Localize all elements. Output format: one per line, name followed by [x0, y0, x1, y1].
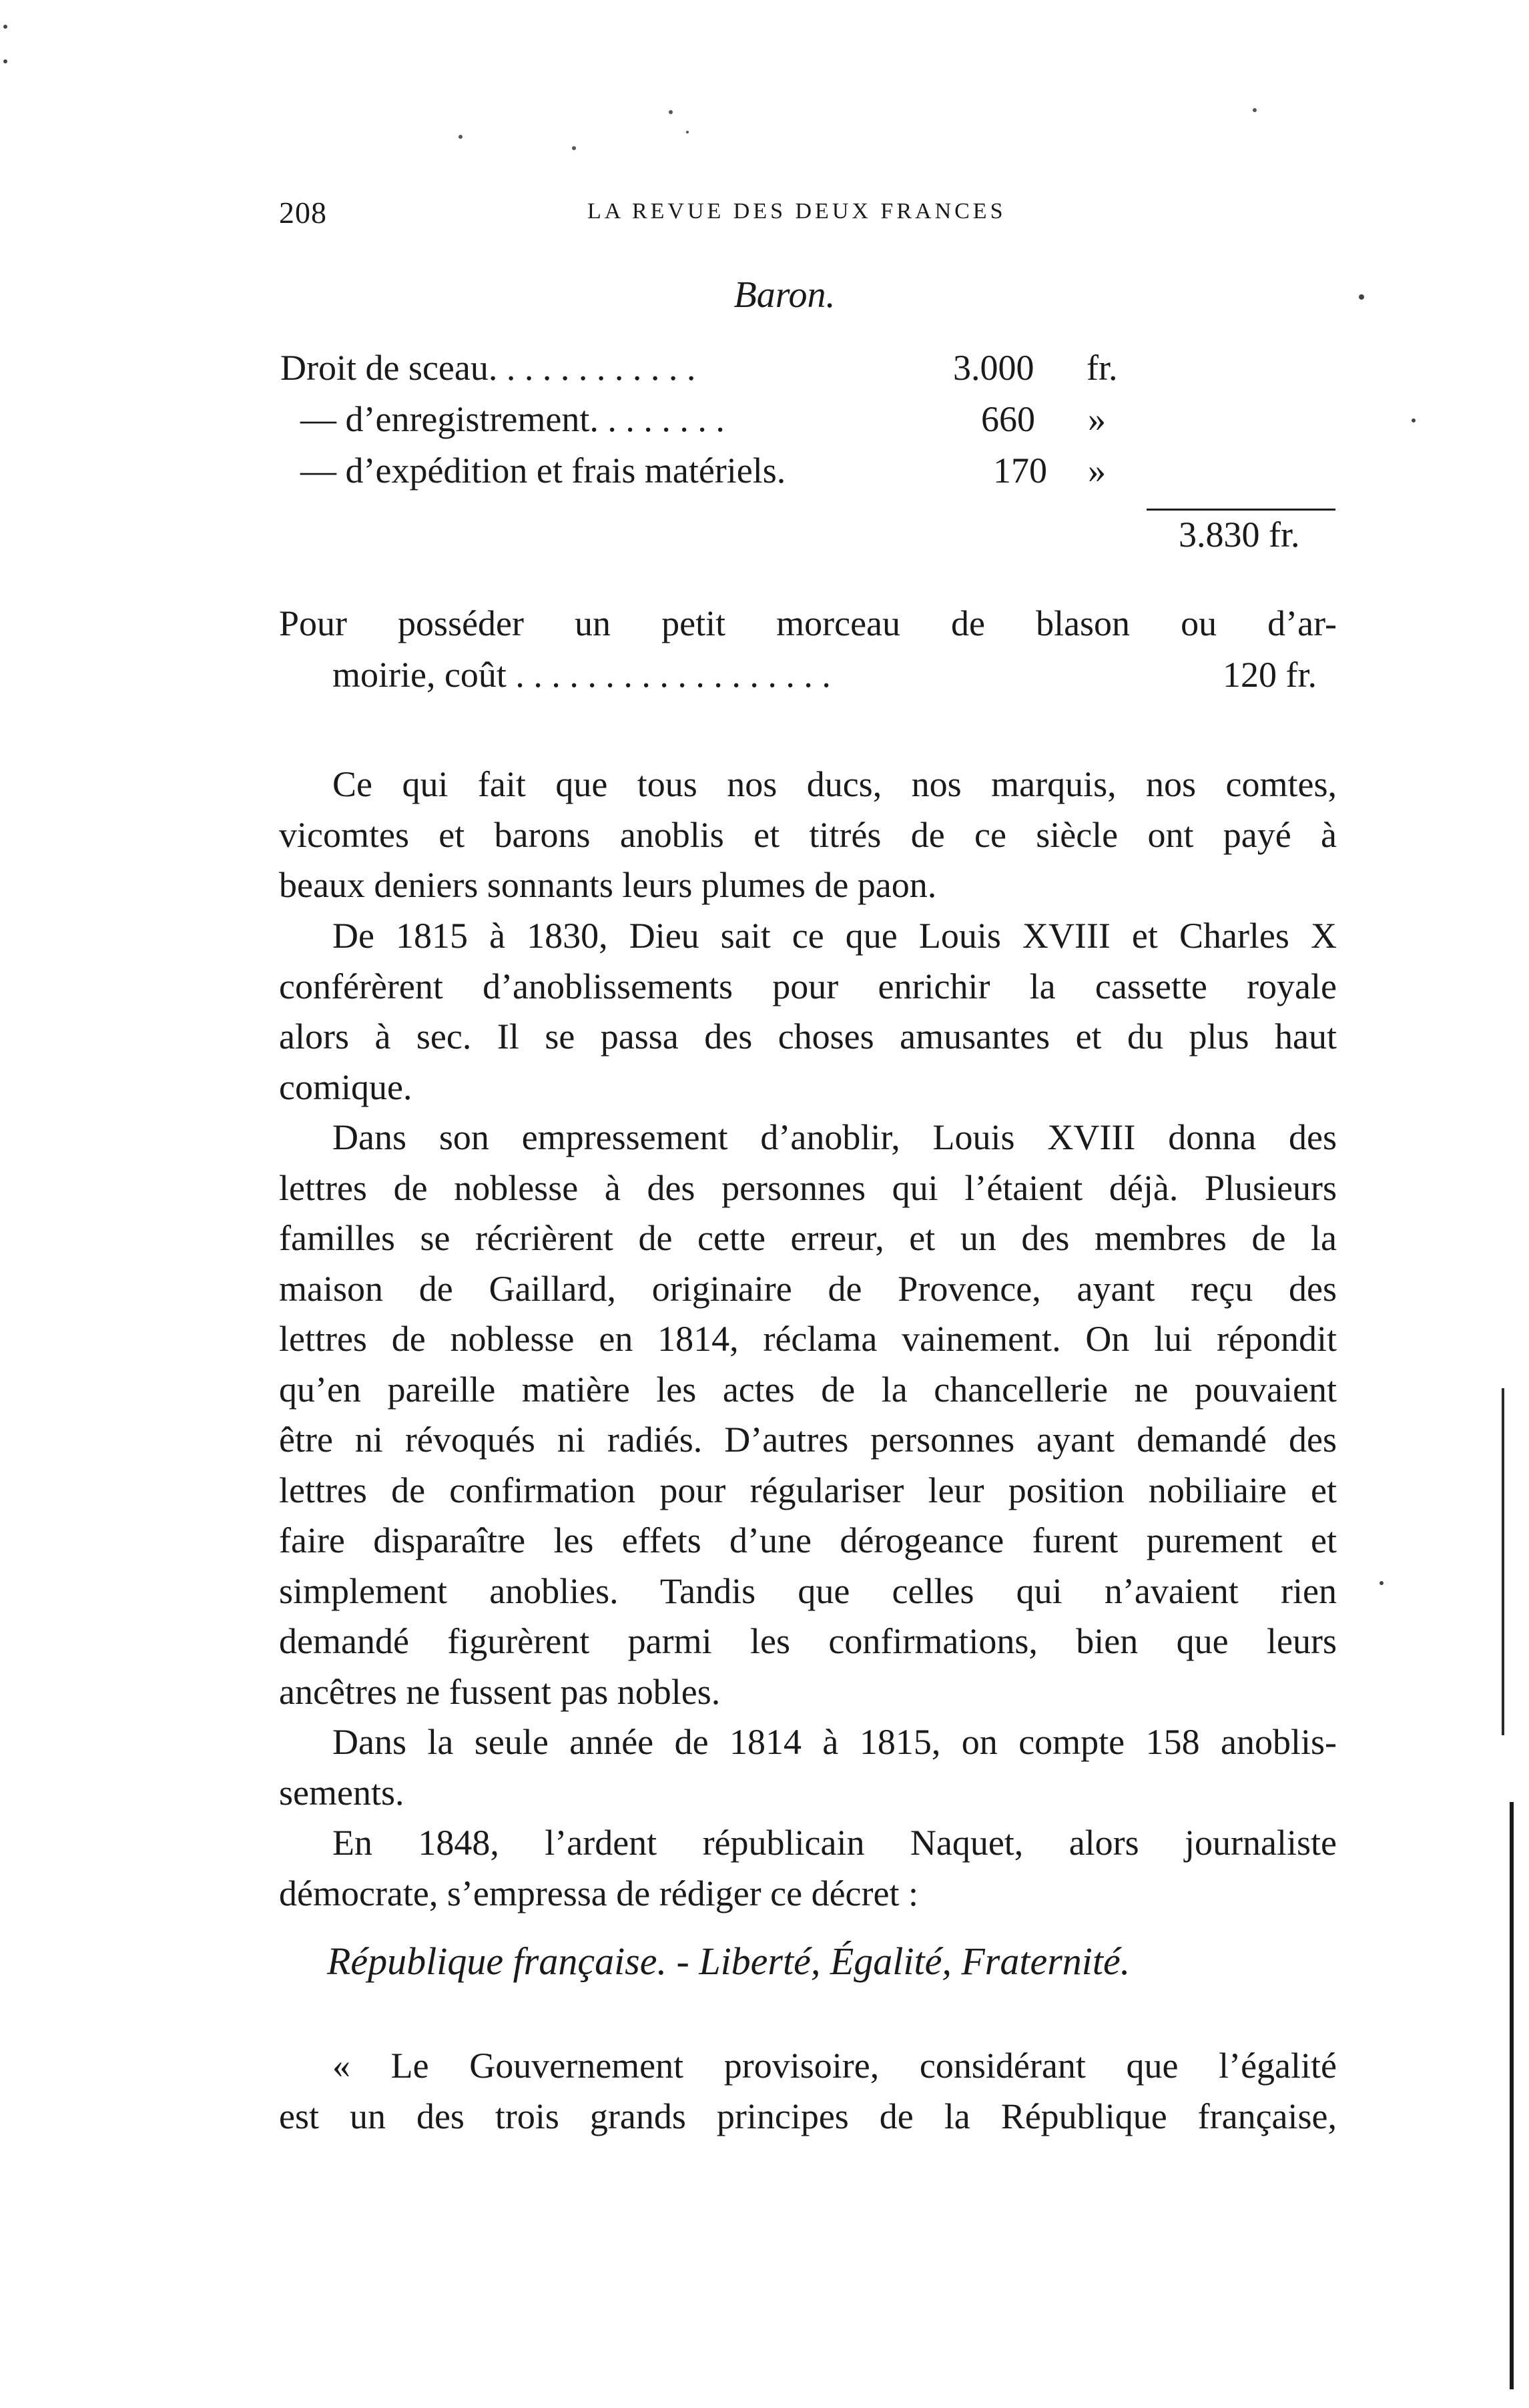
- blason-line: Pour posséder un petit morceau de blason ou d’ar-: [279, 603, 1337, 643]
- text-line: faire disparaître les effets d’une dérogeance furent purement et: [279, 1520, 1337, 1560]
- speck: [3, 59, 7, 63]
- motto: République française. - Liberté, Égalité, Fraternité.: [327, 1939, 1131, 1983]
- text-line: Dans son empressement d’anoblir, Louis XVIII donna des: [332, 1117, 1337, 1157]
- paragraph: [279, 1717, 1337, 1818]
- fee-amount: 3.000: [953, 348, 1034, 388]
- blason-amount: 120 fr.: [1223, 655, 1317, 695]
- text-line: simplement anoblies. Tandis que celles qui n’avaient rien: [279, 1570, 1337, 1611]
- total-rule: [1147, 509, 1335, 511]
- blason-line: moirie, coût . . . . . . . . . . . . . . . . . .: [332, 655, 831, 695]
- fee-amount: 170: [993, 450, 1047, 491]
- text-line: alors à sec. Il se passa des choses amusantes et du plus haut: [279, 1016, 1337, 1057]
- fee-label: — d’enregistrement. . . . . . . .: [300, 399, 725, 439]
- paragraph: [279, 760, 1337, 911]
- text-line: beaux deniers sonnants leurs plumes de paon.: [279, 865, 937, 905]
- speck: [669, 110, 673, 114]
- decree-paragraph: [279, 2041, 1337, 2142]
- speck: [572, 146, 576, 150]
- fee-unit: »: [1088, 450, 1106, 491]
- text-line: familles se récrièrent de cette erreur, et un des membres de la: [279, 1218, 1337, 1258]
- paragraph: [279, 1818, 1337, 1919]
- text-line: sements.: [279, 1772, 404, 1813]
- running-title: LA REVUE DES DEUX FRANCES: [587, 199, 1006, 224]
- text-line: est un des trois grands principes de la République française,: [279, 2096, 1337, 2136]
- text-line: demandé figurèrent parmi les confirmations, bien que leurs: [279, 1621, 1337, 1661]
- text-line: De 1815 à 1830, Dieu sait ce que Louis XVIII et Charles X: [332, 916, 1337, 956]
- text-line: ancêtres ne fussent pas nobles.: [279, 1671, 721, 1712]
- section-title: Baron.: [733, 274, 836, 316]
- text-line: Ce qui fait que tous nos ducs, nos marquis, nos comtes,: [332, 764, 1337, 804]
- text-line: lettres de confirmation pour régulariser leur position nobiliaire et: [279, 1470, 1337, 1510]
- speck: [1412, 418, 1416, 422]
- paragraph: [279, 1113, 1337, 1717]
- text-line: comique.: [279, 1067, 412, 1107]
- edge-shadow: [1502, 1388, 1504, 1735]
- fee-row: [280, 450, 1121, 498]
- text-line: lettres de noblesse à des personnes qui l’étaient déjà. Plusieurs: [279, 1167, 1337, 1208]
- speck: [458, 135, 463, 139]
- fee-row: [280, 398, 1121, 446]
- fee-label: Droit de sceau. . . . . . . . . . . .: [280, 348, 696, 388]
- paragraph: [279, 911, 1337, 1113]
- speck: [3, 25, 7, 29]
- fee-amount: 660: [981, 399, 1035, 439]
- text-line: être ni révoqués ni radiés. D’autres personnes ayant demandé des: [279, 1420, 1337, 1460]
- text-line: maison de Gaillard, originaire de Provence, ayant reçu des: [279, 1268, 1337, 1309]
- text-line: démocrate, s’empressa de rédiger ce décret :: [279, 1873, 918, 1913]
- fee-row: [280, 347, 1121, 395]
- text-line: conférèrent d’anoblissements pour enrichir la cassette royale: [279, 966, 1337, 1006]
- text-line: lettres de noblesse en 1814, réclama vainement. On lui répondit: [279, 1319, 1337, 1359]
- speck: [1253, 108, 1257, 112]
- text-line: Dans la seule année de 1814 à 1815, on compte 158 anoblis-: [332, 1722, 1337, 1762]
- fee-unit: fr.: [1087, 348, 1118, 388]
- text-line: « Le Gouvernement provisoire, considérant que l’égalité: [332, 2046, 1337, 2086]
- text-line: En 1848, l’ardent républicain Naquet, alors journaliste: [332, 1823, 1337, 1863]
- fee-unit: »: [1088, 399, 1106, 439]
- fees-total: 3.830 fr.: [1179, 515, 1300, 555]
- text-line: qu’en pareille matière les actes de la chancellerie ne pouvaient: [279, 1369, 1337, 1410]
- fee-label: — d’expédition et frais matériels.: [300, 450, 786, 491]
- page-number: 208: [279, 196, 327, 230]
- text-line: vicomtes et barons anoblis et titrés de ce siècle ont payé à: [279, 814, 1337, 855]
- edge-shadow: [1510, 1802, 1514, 2389]
- speck: [1380, 1581, 1384, 1585]
- speck: [686, 131, 689, 133]
